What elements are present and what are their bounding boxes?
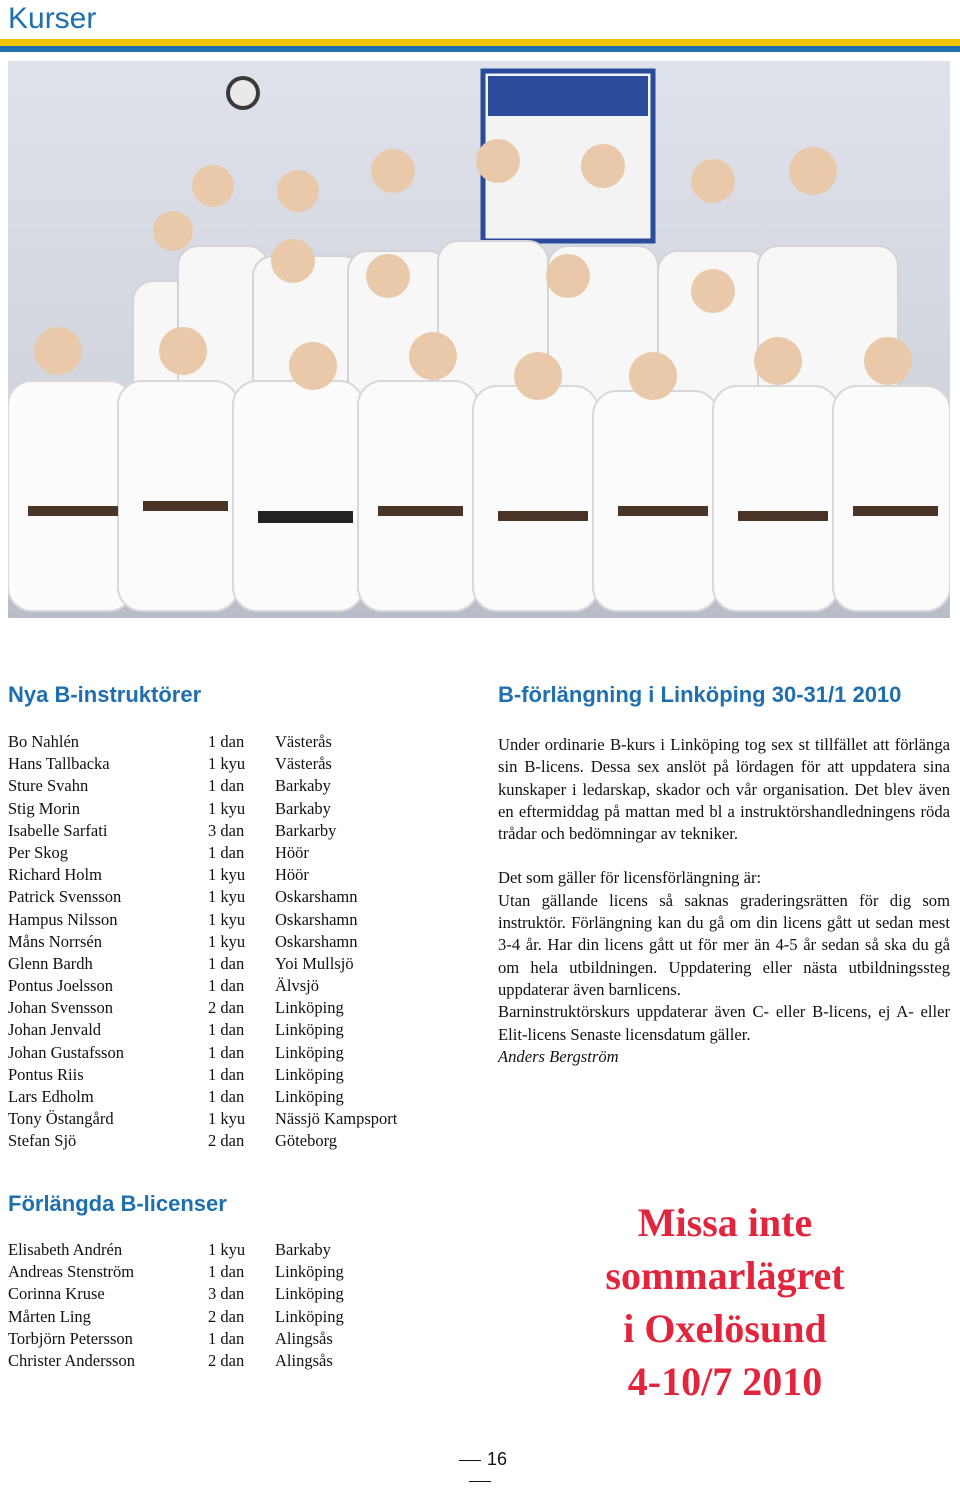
- promo-line: 4-10/7 2010: [627, 1359, 823, 1404]
- list-item: Richard Holm 1 kyu Höör: [8, 865, 309, 885]
- article-heading: B-förlängning i Linköping 30-31/1 2010: [498, 682, 902, 707]
- list-item: Mårten Ling 2 dan Linköping: [8, 1306, 344, 1326]
- new-instructors-list: [8, 731, 468, 1153]
- list-item: Torbjörn Petersson 1 dan Alingsås: [8, 1328, 333, 1348]
- promo-line: i Oxelösund: [623, 1306, 827, 1351]
- list-item: Stefan Sjö 2 dan Göteborg: [8, 1131, 338, 1151]
- article-body: [498, 734, 950, 1068]
- section-title: Kurser: [8, 2, 97, 35]
- list-item: Per Skog 1 dan Höör: [8, 842, 309, 862]
- article-paragraph: Under ordinarie B-kurs i Linköping tog sex st tillfället att förlänga sin B-licens. Dessa sex anslöt på lördagen för att uppdatera sina kunskaper i ledarskap, skador och vår organisation. Det blev även en eftermiddag på mattan med bl a instruktörshandledningens röda trådar och bedömningar av tekniker.: [498, 735, 950, 844]
- list-item: Sture Svahn 1 dan Barkaby: [8, 776, 331, 796]
- page-number: 16: [440, 1449, 520, 1491]
- article-signature: Anders Bergström: [498, 1046, 619, 1066]
- list-item: Patrick Svensson 1 kyu Oskarshamn: [8, 887, 358, 907]
- list-item: Johan Gustafsson 1 dan Linköping: [8, 1042, 344, 1062]
- article-paragraph: Barninstruktörskurs uppdaterar även C- eller B-licens, ej A- eller Elit-licens Senaste licensdatum gäller.: [498, 1002, 950, 1044]
- list-item: Bo Nahlén 1 dan Västerås: [8, 732, 332, 751]
- header-stripe-yellow: [0, 39, 960, 46]
- list-item: Stig Morin 1 kyu Barkaby: [8, 798, 331, 818]
- article-paragraph: Det som gäller för licensförlängning är:: [498, 868, 762, 888]
- list-item: Hans Tallbacka 1 kyu Västerås: [8, 754, 332, 774]
- list-item: Isabelle Sarfati 3 dan Barkarby: [8, 820, 337, 840]
- group-photo: [8, 61, 950, 618]
- promo-line: sommarlägret: [605, 1253, 845, 1298]
- list-item: Johan Svensson 2 dan Linköping: [8, 998, 344, 1018]
- extended-licenses-list: [8, 1239, 468, 1372]
- list-item: Elisabeth Andrén 1 kyu Barkaby: [8, 1240, 331, 1259]
- list-item: Måns Norrsén 1 kyu Oskarshamn: [8, 931, 358, 951]
- list-item: Christer Andersson 2 dan Alingsås: [8, 1350, 333, 1370]
- list-item: Pontus Riis 1 dan Linköping: [8, 1064, 344, 1084]
- list-item: Andreas Stenström 1 dan Linköping: [8, 1262, 344, 1282]
- article-paragraph: Utan gällande licens så saknas graderingsrätten för dig som instruktör. Förlängning kan du gå om din licens gått ut sedan mest 3-4 år. Har din licens gått ut för mer än 4-5 år sedan så ska du gå om hela utbildningen. Uppdatering eller nästa utbildningssteg uppdaterar även barnlicens.: [498, 890, 950, 999]
- extended-licenses-heading: Förlängda B-licenser: [8, 1191, 227, 1216]
- new-instructors-heading: Nya B-instruktörer: [8, 682, 202, 707]
- list-item: Corinna Kruse 3 dan Linköping: [8, 1284, 344, 1304]
- list-item: Pontus Joelsson 1 dan Älvsjö: [8, 976, 320, 996]
- list-item: Hampus Nilsson 1 kyu Oskarshamn: [8, 909, 358, 929]
- list-item: Johan Jenvald 1 dan Linköping: [8, 1020, 344, 1040]
- promo-line: Missa inte: [637, 1200, 813, 1245]
- header-stripe-blue: [0, 46, 960, 52]
- list-item: Glenn Bardh 1 dan Yoi Mullsjö: [8, 953, 354, 973]
- list-item: Tony Östangård 1 kyu Nässjö Kampsport: [8, 1109, 398, 1129]
- summer-camp-promo: [560, 1196, 890, 1408]
- list-item: Lars Edholm 1 dan Linköping: [8, 1087, 344, 1106]
